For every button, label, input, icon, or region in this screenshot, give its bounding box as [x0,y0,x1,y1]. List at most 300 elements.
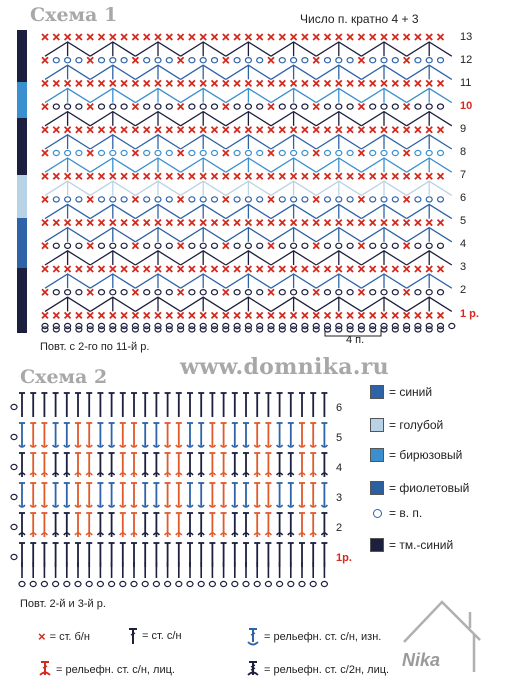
chain-stitch [144,104,150,109]
sc-stitch [223,289,229,295]
chain-stitch [438,243,444,248]
sc-stitch [166,127,172,133]
chain-stitch [97,581,103,586]
sc-stitch [200,220,206,226]
chain-stitch [132,323,138,328]
row-number-highlighted: 1р. [336,552,352,564]
sc-stitch [76,34,82,40]
chain-stitch [370,290,376,295]
chain-stitch [392,290,398,295]
sc-stitch [370,312,376,318]
chain-stitch [65,104,71,109]
sc-stitch [110,127,116,133]
chain-stitch [166,104,172,109]
sc-stitch [370,173,376,179]
chain-stitch [404,323,410,328]
sc-stitch [155,80,161,86]
chain-stitch [155,58,161,63]
sc-stitch [279,173,285,179]
legend-label: = фиолетовый [389,481,470,495]
sc-stitch [245,312,251,318]
chain-stitch [121,290,127,295]
sc-stitch [155,127,161,133]
chain-stitch [415,243,421,248]
chain-stitch [166,197,172,202]
sc-stitch [313,127,319,133]
sc-stitch [132,34,138,40]
chain-stitch [11,404,17,409]
sc-stitch [132,104,138,110]
sc-stitch [155,34,161,40]
row-number: 4 [460,238,467,250]
sc-stitch [358,266,364,272]
sc-stitch [404,127,410,133]
sc-stitch [426,80,432,86]
sc-stitch [53,127,59,133]
sc-stitch [178,34,184,40]
sc-stitch [87,243,93,249]
sc-stitch [392,312,398,318]
stitch-count-note: Число п. кратно 4 + 3 [300,12,419,26]
chain-stitch [11,494,17,499]
sc-stitch [404,312,410,318]
sc-stitch [336,266,342,272]
sc-stitch [42,289,48,295]
sc-stitch [166,220,172,226]
sc-stitch [99,220,105,226]
sc-stitch [99,173,105,179]
sc-stitch [404,220,410,226]
sc-stitch [336,127,342,133]
sc-stitch [268,104,274,110]
sc-stitch [42,104,48,110]
chain-stitch [121,323,127,328]
sc-stitch [212,127,218,133]
chain-stitch [279,323,285,328]
chain-stitch [200,197,206,202]
sc-stitch [313,34,319,40]
chain-stitch [65,58,71,63]
chain-stitch [325,197,331,202]
sc-stitch [392,127,398,133]
sc-stitch [426,266,432,272]
sc-stitch [166,34,172,40]
sc-stitch [87,57,93,63]
sc-stitch [42,34,48,40]
chain-stitch [110,150,116,155]
sc-stitch [42,57,48,63]
sc-stitch [200,173,206,179]
sc-stitch [76,127,82,133]
chain-stitch [257,290,263,295]
sc-stitch [291,127,297,133]
chain-stitch [370,150,376,155]
chain-stitch [75,581,81,586]
sc-stitch [234,173,240,179]
sc-stitch [132,57,138,63]
chain-stitch [53,581,59,586]
row-number: 6 [460,192,467,204]
chain-stitch [245,197,251,202]
sc-stitch [42,312,48,318]
chain-stitch [234,104,240,109]
chain-stitch [53,58,59,63]
repeat-width-label: 4 п. [346,334,365,346]
row-number: 11 [460,77,472,89]
chain-stitch [189,58,195,63]
chain-stitch [198,581,204,586]
sc-stitch [155,173,161,179]
chain-stitch [370,197,376,202]
chain-stitch [212,150,218,155]
chain-stitch [347,58,353,63]
chain-stitch [189,323,195,328]
sc-stitch [178,104,184,110]
chain-stitch [257,197,263,202]
color-bar-segment [17,118,27,175]
chain-stitch [347,243,353,248]
sc-stitch [268,80,274,86]
chain-stitch [166,323,172,328]
chain-stitch [11,554,17,559]
chain-stitch [144,290,150,295]
sc-stitch [426,312,432,318]
chain-stitch [65,197,71,202]
chain-stitch [381,323,387,328]
chain-stitch [243,581,249,586]
sc-stitch [279,266,285,272]
color-bar-segment [17,30,27,82]
sc-stitch [381,173,387,179]
sc-stitch [99,266,105,272]
chain-stitch [336,104,342,109]
sc-stitch [178,196,184,202]
chain-stitch [99,290,105,295]
legend-label: = рельефн. ст. с/2н, лиц. [264,664,390,676]
sc-stitch [234,80,240,86]
chain-stitch [212,323,218,328]
row-number: 4 [336,462,343,474]
sc-stitch [313,312,319,318]
sc-stitch [223,127,229,133]
chain-stitch [370,323,376,328]
chain-stitch [212,290,218,295]
sc-stitch [302,220,308,226]
sc-stitch [144,127,150,133]
chain-stitch [245,323,251,328]
sc-stitch [166,80,172,86]
sc-stitch [313,57,319,63]
sc-stitch [223,150,229,156]
chain-stitch [347,323,353,328]
sc-stitch [53,34,59,40]
sc-stitch [302,312,308,318]
chain-stitch [245,243,251,248]
sc-stitch [358,80,364,86]
chain-stitch [325,290,331,295]
chain-stitch [155,290,161,295]
sc-stitch [76,80,82,86]
sc-stitch [42,173,48,179]
chain-stitch [209,581,215,586]
sc-stitch [212,173,218,179]
sc-stitch [291,266,297,272]
sc-stitch [291,80,297,86]
sc-stitch [381,127,387,133]
sc-stitch [268,173,274,179]
sc-stitch [132,196,138,202]
chain-stitch [381,104,387,109]
sc-stitch [178,150,184,156]
sc-stitch [257,266,263,272]
sc-stitch [279,312,285,318]
chain-stitch [415,197,421,202]
sc-stitch [121,266,127,272]
chain-stitch [370,104,376,109]
chain-stitch [392,197,398,202]
sc-stitch [110,266,116,272]
sc-stitch [313,220,319,226]
sc-stitch [53,173,59,179]
row-number: 2 [460,284,467,296]
sc-stitch [404,243,410,249]
chain-stitch [302,323,308,328]
sc-stitch [347,312,353,318]
chain-stitch [65,243,71,248]
chain-stitch [155,104,161,109]
chain-stitch [426,58,432,63]
chain-stitch [99,197,105,202]
sc-stitch [223,243,229,249]
chain-stitch [438,323,444,328]
sc-stitch [42,150,48,156]
sc-stitch [336,80,342,86]
chain-stitch [234,150,240,155]
chain-stitch [99,323,105,328]
sc-stitch [336,220,342,226]
chain-stitch [291,150,297,155]
sc-stitch [358,57,364,63]
sc-stitch [268,243,274,249]
chain-stitch [279,197,285,202]
sc-stitch [313,266,319,272]
sc-stitch [87,220,93,226]
sc-stitch [291,312,297,318]
sc-stitch [99,312,105,318]
chain-stitch [347,104,353,109]
sc-stitch [358,104,364,110]
chain-stitch [336,323,342,328]
sc-stitch [200,34,206,40]
sc-stitch [381,80,387,86]
chain-stitch [53,323,59,328]
sc-stitch [189,34,195,40]
legend-label: = рельефн. ст. с/н, лиц. [56,664,175,676]
sc-stitch [132,289,138,295]
chain-stitch [53,243,59,248]
sc-stitch [438,220,444,226]
color-bar-segment [17,82,27,118]
sc-stitch [370,34,376,40]
row-number-highlighted: 1 р. [460,308,479,320]
chain-stitch [200,290,206,295]
sc-stitch [268,150,274,156]
chain-stitch [19,581,25,586]
sc-stitch [347,80,353,86]
sc-stitch [268,220,274,226]
sc-stitch [42,196,48,202]
sc-stitch [189,220,195,226]
sc-stitch [99,80,105,86]
sc-stitch [53,312,59,318]
sc-stitch [87,150,93,156]
chain-stitch [325,243,331,248]
chain-stitch [11,464,17,469]
sc-stitch [370,266,376,272]
sc-stitch [392,80,398,86]
sc-stitch [110,312,116,318]
sc-stitch [392,220,398,226]
chain-stitch [99,104,105,109]
sc-stitch [392,173,398,179]
row-number: 7 [460,169,467,181]
sc-stitch [155,220,161,226]
row-number: 9 [460,123,467,135]
sc-stitch [234,34,240,40]
sc-stitch [325,80,331,86]
chain-stitch [279,104,285,109]
legend-label: = ст. с/н [142,630,182,642]
chain-stitch [76,104,82,109]
sc-stitch [189,312,195,318]
chain-stitch [234,58,240,63]
sc-stitch [121,312,127,318]
sc-stitch [302,266,308,272]
chain-stitch [279,290,285,295]
chain-stitch [110,104,116,109]
sc-stitch [110,173,116,179]
sc-stitch [336,312,342,318]
chain-stitch [313,323,319,328]
chain-stitch [381,290,387,295]
sc-stitch [132,173,138,179]
chain-stitch [321,581,327,586]
sc-stitch [76,312,82,318]
sc-stitch [336,173,342,179]
sc-stitch [42,220,48,226]
sc-stitch [358,150,364,156]
chain-stitch [370,243,376,248]
sc-stitch [144,266,150,272]
chain-stitch [165,581,171,586]
sc-stitch [132,150,138,156]
sc-stitch [212,34,218,40]
chain-stitch [110,323,116,328]
sc-stitch [291,34,297,40]
chain-stitch [268,323,274,328]
chain-stitch [257,150,263,155]
chain-stitch [99,58,105,63]
sc-stitch [438,34,444,40]
sc-stitch [87,173,93,179]
sc-stitch [268,127,274,133]
legend-label: = голубой [389,418,444,432]
legend-label: = рельефн. ст. с/н, изн. [264,631,382,643]
sc-stitch [234,266,240,272]
sc-stitch [223,266,229,272]
chain-stitch [325,104,331,109]
chain-stitch [166,58,172,63]
chain-stitch [53,104,59,109]
chain-stitch [426,104,432,109]
sc-stitch [392,34,398,40]
chain-stitch [257,323,263,328]
sc-stitch [99,34,105,40]
row-number: 3 [460,261,467,273]
sc-stitch [212,220,218,226]
sc-stitch [404,173,410,179]
sc-stitch [245,80,251,86]
chain-stitch [426,197,432,202]
sc-stitch [336,34,342,40]
chain-stitch [325,150,331,155]
chain-stitch [178,323,184,328]
sc-stitch [313,173,319,179]
chain-stitch [166,243,172,248]
sc-stitch [438,80,444,86]
chain-stitch [415,58,421,63]
sc-stitch [53,266,59,272]
row-number: 13 [460,31,473,43]
chain-stitch [142,581,148,586]
chain-stitch [438,197,444,202]
chain-stitch [212,104,218,109]
sc-stitch [200,266,206,272]
chain-stitch [11,524,17,529]
sc-stitch [76,266,82,272]
sc-stitch [279,80,285,86]
chain-stitch [299,581,305,586]
chain-stitch [155,150,161,155]
sc-stitch [144,34,150,40]
row-number: 5 [460,215,467,227]
chain-stitch [53,197,59,202]
chain-stitch [392,150,398,155]
row-number: 12 [460,54,473,66]
sc-stitch [358,220,364,226]
sc-stitch [42,80,48,86]
chain-stitch [302,290,308,295]
chain-stitch [144,58,150,63]
sc-stitch [121,173,127,179]
chain-stitch [121,104,127,109]
chain-stitch [109,581,115,586]
sc-stitch [223,34,229,40]
chain-stitch [336,197,342,202]
chain-stitch [110,197,116,202]
sc-stitch [132,220,138,226]
sc-stitch [325,266,331,272]
chain-stitch [325,323,331,328]
chain-stitch [426,243,432,248]
sc-stitch [178,289,184,295]
chain-stitch [415,104,421,109]
chain-stitch [381,197,387,202]
chain-stitch [155,243,161,248]
sc-stitch [178,80,184,86]
chain-stitch [234,323,240,328]
chain-stitch [370,58,376,63]
